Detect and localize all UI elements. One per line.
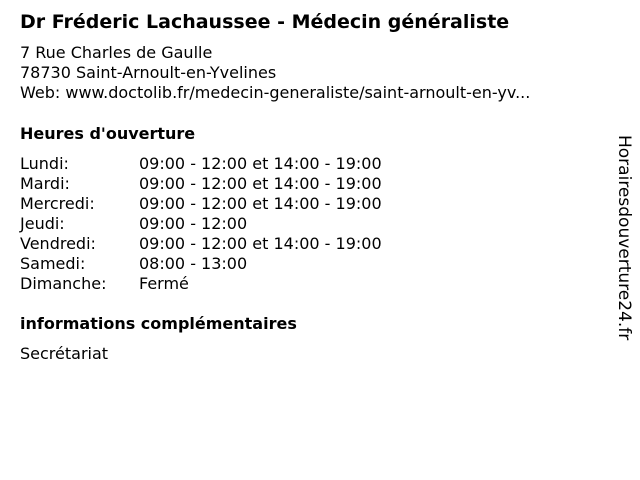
- hours-time: 09:00 - 12:00 et 14:00 - 19:00: [139, 234, 382, 253]
- hours-day: Mercredi:: [20, 194, 95, 213]
- hours-time: Fermé: [139, 274, 189, 293]
- watermark-text: Horairesdouverture24.fr: [614, 135, 634, 341]
- hours-day: Mardi:: [20, 174, 70, 193]
- hours-time: 08:00 - 13:00: [139, 254, 248, 273]
- hours-time: 09:00 - 12:00 et 14:00 - 19:00: [139, 174, 382, 193]
- info-text: Secrétariat: [20, 344, 109, 363]
- address-street: 7 Rue Charles de Gaulle: [20, 43, 213, 62]
- hours-day: Dimanche:: [20, 274, 107, 293]
- hours-day: Jeudi:: [20, 214, 65, 233]
- hours-time: 09:00 - 12:00: [139, 214, 248, 233]
- hours-time: 09:00 - 12:00 et 14:00 - 19:00: [139, 154, 382, 173]
- address-block: [20, 43, 530, 103]
- hours-day: Samedi:: [20, 254, 86, 273]
- hours-day: Lundi:: [20, 154, 69, 173]
- address-city: 78730 Saint-Arnoult-en-Yvelines: [20, 63, 277, 82]
- page-title: Dr Fréderic Lachaussee - Médecin généraliste: [20, 11, 510, 33]
- watermark: [613, 135, 635, 345]
- address-web: Web: www.doctolib.fr/medecin-generaliste/saint-arnoult-en-yv...: [20, 83, 531, 102]
- hours-day: Vendredi:: [20, 234, 96, 253]
- hours-heading: Heures d'ouverture: [20, 124, 196, 143]
- hours-time: 09:00 - 12:00 et 14:00 - 19:00: [139, 194, 382, 213]
- info-heading: informations complémentaires: [20, 314, 297, 333]
